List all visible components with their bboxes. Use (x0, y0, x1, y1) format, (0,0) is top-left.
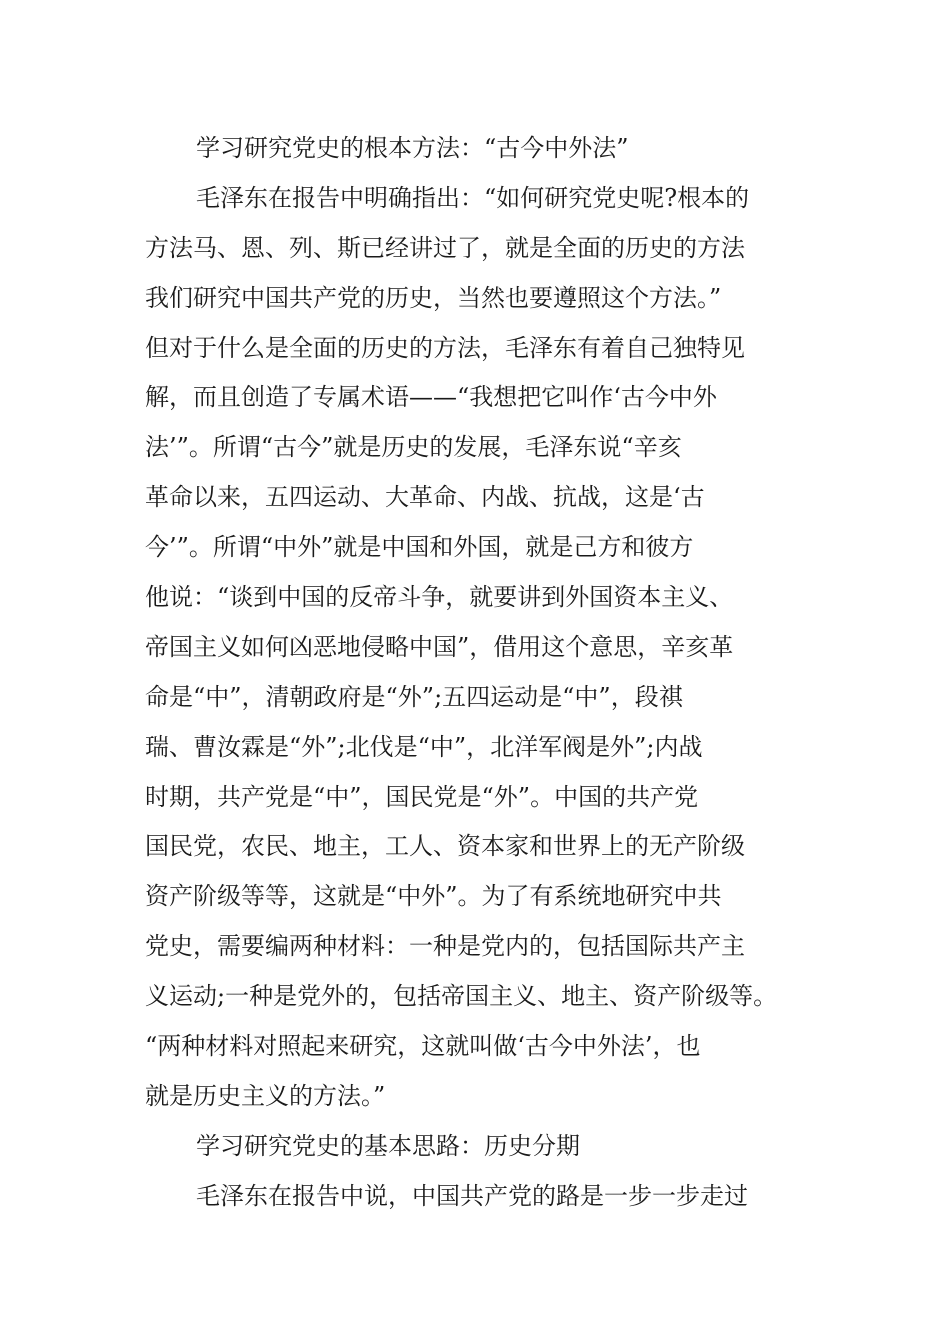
text-line: 他说：“谈到中国的反帝斗争，就要讲到外国资本主义、 (145, 583, 734, 612)
text-line: 毛泽东在报告中明确指出：“如何研究党史呢?根本的 (196, 183, 750, 212)
text-line: 时期，共产党是“中”，国民党是“外”。中国的共产党 (145, 782, 699, 811)
text-line: 瑞、曹汝霖是“外”;北伐是“中”，北洋军阀是外”;内战 (145, 732, 703, 761)
text-line: “两种材料对照起来研究，这就叫做‘古今中外法’，也 (145, 1032, 701, 1061)
text-line: 学习研究党史的根本方法：“古今中外法” (196, 134, 629, 162)
text-line: 革命以来，五四运动、大革命、内战、抗战，这是‘古 (145, 483, 705, 512)
text-line: 毛泽东在报告中说，中国共产党的路是一步一步走过 (196, 1181, 748, 1210)
text-line: 方法马、恩、列、斯已经讲过了，就是全面的历史的方法 (145, 233, 745, 262)
text-line: 但对于什么是全面的历史的方法，毛泽东有着自己独特见 (145, 333, 745, 362)
text-line: 就是历史主义的方法。” (145, 1081, 386, 1110)
text-line: 解，而且创造了专属术语——“我想把它叫作‘古今中外 (145, 383, 717, 412)
text-line: 学习研究党史的基本思路：历史分期 (196, 1131, 580, 1160)
text-line: 帝国主义如何凶恶地侵略中国”，借用这个意思，辛亥革 (145, 632, 734, 661)
text-line: 资产阶级等等，这就是“中外”。为了有系统地研究中共 (145, 882, 722, 911)
document-body (0, 124, 950, 1222)
text-line: 国民党，农民、地主，工人、资本家和世界上的无产阶级 (145, 832, 745, 861)
text-line: 命是“中”，清朝政府是“外”;五四运动是“中”，段祺 (145, 682, 683, 711)
text-line: 党史，需要编两种材料：一种是党内的，包括国际共产主 (145, 932, 745, 961)
text-line: 法’”。所谓“古今”就是历史的发展，毛泽东说“辛亥 (145, 433, 682, 462)
text-line: 今’”。所谓“中外”就是中国和外国，就是己方和彼方 (145, 533, 694, 562)
text-line: 我们研究中国共产党的历史，当然也要遵照这个方法。” (145, 283, 722, 312)
text-line: 义运动;一种是党外的，包括帝国主义、地主、资产阶级等。 (145, 982, 778, 1011)
